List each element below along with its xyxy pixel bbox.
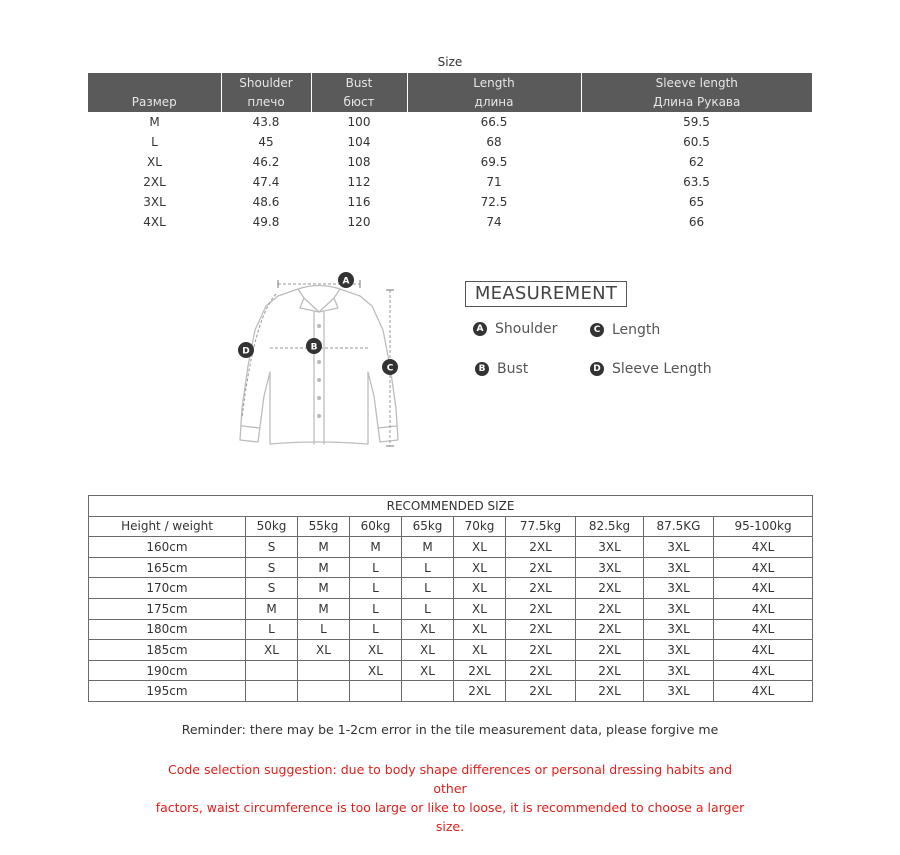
recommended-cell: 2XL <box>576 598 644 619</box>
recommended-cell: 3XL <box>644 681 714 702</box>
marker-d-label: D <box>242 346 250 357</box>
recommended-cell: L <box>298 619 350 640</box>
size-cell: 62 <box>688 155 705 169</box>
recommended-cell: 2XL <box>576 578 644 599</box>
recommended-cell: 4XL <box>714 619 813 640</box>
recommended-cell: M <box>350 537 402 558</box>
recommended-cell: 170cm <box>89 578 246 599</box>
recommended-cell: XL <box>454 598 506 619</box>
header-cell: Длина Рукава <box>581 92 812 112</box>
recommended-cell: 4XL <box>714 640 813 661</box>
legend-length-label: Length <box>612 322 661 338</box>
recommended-cell: L <box>350 557 402 578</box>
recommended-cell: 2XL <box>576 660 644 681</box>
recommended-cell: 3XL <box>644 640 714 661</box>
recommended-cell: M <box>298 557 350 578</box>
recommended-header-cell: 70kg <box>454 516 506 537</box>
legend-bust-label: Bust <box>497 361 529 377</box>
recommended-cell: L <box>350 598 402 619</box>
size-row <box>88 172 812 192</box>
size-cell: 4XL <box>143 215 166 229</box>
recommended-cell: 4XL <box>714 557 813 578</box>
size-cell: 112 <box>347 175 371 189</box>
recommended-cell: L <box>350 578 402 599</box>
recommended-cell: XL <box>402 640 454 661</box>
marker-c-icon: C <box>590 323 604 337</box>
recommended-header-cell: 82.5kg <box>576 516 644 537</box>
size-chart-table <box>88 73 812 232</box>
recommended-cell: 3XL <box>644 537 714 558</box>
recommended-header-cell: 55kg <box>298 516 350 537</box>
header-cell: плечо <box>221 92 311 112</box>
size-cell: 46.2 <box>252 155 280 169</box>
size-cell: 71 <box>486 175 502 189</box>
marker-b-icon: B <box>475 362 489 376</box>
size-cell: 45 <box>258 135 274 149</box>
recommended-cell: XL <box>454 537 506 558</box>
recommended-cell: 2XL <box>506 640 576 661</box>
size-cell: 69.5 <box>480 155 508 169</box>
recommended-cell: 4XL <box>714 578 813 599</box>
recommended-cell <box>402 681 454 702</box>
size-cell: 65 <box>688 195 705 209</box>
marker-a-label: A <box>342 276 350 287</box>
recommended-cell: XL <box>454 619 506 640</box>
size-row <box>88 212 812 232</box>
size-cell: 43.8 <box>252 115 280 129</box>
recommended-cell: S <box>246 578 298 599</box>
header-cell: Sleeve length <box>581 73 812 92</box>
marker-c-label: C <box>386 363 394 374</box>
legend-bust <box>475 361 528 377</box>
size-cell: XL <box>147 155 162 169</box>
recommended-row <box>89 660 813 681</box>
recommended-header-cell: 50kg <box>246 516 298 537</box>
size-chart-header-en <box>88 73 812 92</box>
recommended-cell: L <box>350 619 402 640</box>
size-cell: 59.5 <box>683 115 710 129</box>
size-cell: 63.5 <box>683 175 710 189</box>
recommended-row <box>89 640 813 661</box>
recommended-cell: XL <box>454 578 506 599</box>
legend-sleeve-length <box>590 361 712 377</box>
recommended-cell: 3XL <box>576 557 644 578</box>
header-cell: Размер <box>88 92 221 112</box>
recommended-cell: 4XL <box>714 537 813 558</box>
measurement-title: MEASUREMENT <box>465 281 627 307</box>
size-cell: 100 <box>347 115 371 129</box>
recommended-cell: 3XL <box>644 619 714 640</box>
recommended-cell: 2XL <box>454 660 506 681</box>
recommended-cell: 2XL <box>506 681 576 702</box>
size-cell: 3XL <box>143 195 166 209</box>
recommended-cell <box>350 681 402 702</box>
recommended-cell: 2XL <box>576 640 644 661</box>
reminder-note: Reminder: there may be 1-2cm error in the tile measurement data, please forgive me <box>181 722 719 737</box>
recommended-cell: 2XL <box>506 537 576 558</box>
size-cell: 66.5 <box>480 115 508 129</box>
header-cell: бюст <box>311 92 407 112</box>
recommended-header-cell: Height / weight <box>89 516 246 537</box>
recommended-cell: 3XL <box>644 660 714 681</box>
size-cell: 49.8 <box>252 215 280 229</box>
size-cell: 68 <box>486 135 502 149</box>
size-cell: 66 <box>688 215 705 229</box>
size-cell: 72.5 <box>480 195 508 209</box>
recommended-cell: 2XL <box>506 557 576 578</box>
size-cell: L <box>151 135 158 149</box>
recommended-cell: 165cm <box>89 557 246 578</box>
recommended-row <box>89 598 813 619</box>
size-cell: 48.6 <box>252 195 280 209</box>
recommended-cell: S <box>246 537 298 558</box>
recommended-cell: M <box>246 598 298 619</box>
header-cell: Bust <box>311 73 407 92</box>
size-chart-header-ru <box>88 92 812 112</box>
recommended-cell: S <box>246 557 298 578</box>
legend-shoulder <box>473 321 557 337</box>
recommended-title: RECOMMENDED SIZE <box>89 496 813 517</box>
suggestion-line-1: Code selection suggestion: due to body shape differences or personal dressing habits and other <box>167 762 733 796</box>
header-cell: Shoulder <box>221 73 311 92</box>
recommended-cell: 3XL <box>644 557 714 578</box>
recommended-cell: XL <box>350 660 402 681</box>
size-cell: 104 <box>347 135 371 149</box>
recommended-cell: 4XL <box>714 598 813 619</box>
header-cell <box>88 73 221 92</box>
recommended-cell <box>246 660 298 681</box>
size-row <box>88 192 812 212</box>
recommended-header-cell: 60kg <box>350 516 402 537</box>
legend-sleeve-length-label: Sleeve Length <box>612 361 712 377</box>
recommended-cell: 2XL <box>506 660 576 681</box>
recommended-cell: XL <box>246 640 298 661</box>
legend-shoulder-label: Shoulder <box>495 321 558 337</box>
size-row <box>88 152 812 172</box>
header-cell: Length <box>407 73 581 92</box>
size-chart-caption: Size <box>437 55 463 69</box>
recommended-row <box>89 619 813 640</box>
marker-b-label: B <box>310 342 318 353</box>
recommended-cell: M <box>298 537 350 558</box>
size-cell: 60.5 <box>683 135 710 149</box>
recommended-row <box>89 578 813 599</box>
recommended-cell <box>298 660 350 681</box>
size-cell: M <box>149 115 160 129</box>
recommended-size-table <box>88 495 813 702</box>
size-cell: 74 <box>486 215 502 229</box>
suggestion-line-2: factors, waist circumference is too large or like to loose, it is recommended to choose a larger size. <box>155 800 745 834</box>
recommended-cell: M <box>298 578 350 599</box>
recommended-cell: XL <box>298 640 350 661</box>
recommended-cell: 190cm <box>89 660 246 681</box>
legend-length <box>590 322 660 338</box>
recommended-title-row <box>89 496 813 517</box>
recommended-cell: 180cm <box>89 619 246 640</box>
recommended-cell: 195cm <box>89 681 246 702</box>
recommended-cell: L <box>402 557 454 578</box>
recommended-cell: 2XL <box>576 619 644 640</box>
recommended-cell: 175cm <box>89 598 246 619</box>
recommended-header-cell: 65kg <box>402 516 454 537</box>
marker-a-icon: A <box>473 322 487 336</box>
marker-d-icon: D <box>590 362 604 376</box>
recommended-row <box>89 537 813 558</box>
size-cell: 47.4 <box>252 175 280 189</box>
size-row <box>88 112 812 132</box>
size-cell: 116 <box>347 195 371 209</box>
size-suggestion-note <box>150 760 750 836</box>
recommended-cell: XL <box>350 640 402 661</box>
recommended-cell: XL <box>402 619 454 640</box>
recommended-cell: XL <box>454 640 506 661</box>
recommended-row <box>89 557 813 578</box>
recommended-row <box>89 681 813 702</box>
recommended-cell: 2XL <box>506 619 576 640</box>
recommended-cell: 2XL <box>454 681 506 702</box>
size-cell: 120 <box>347 215 371 229</box>
recommended-cell: 2XL <box>506 578 576 599</box>
recommended-cell: L <box>402 598 454 619</box>
recommended-cell: 3XL <box>576 537 644 558</box>
recommended-cell: L <box>402 578 454 599</box>
recommended-cell: 160cm <box>89 537 246 558</box>
recommended-cell: 185cm <box>89 640 246 661</box>
recommended-cell: XL <box>402 660 454 681</box>
recommended-cell: 4XL <box>714 660 813 681</box>
shirt-measurement-figure <box>228 268 408 458</box>
recommended-cell: 2XL <box>576 681 644 702</box>
recommended-cell: XL <box>454 557 506 578</box>
size-cell: 2XL <box>143 175 166 189</box>
recommended-header-row <box>89 516 813 537</box>
recommended-cell: L <box>246 619 298 640</box>
size-cell: 108 <box>347 155 371 169</box>
header-cell: длина <box>407 92 581 112</box>
recommended-cell: 2XL <box>506 598 576 619</box>
recommended-header-cell: 95-100kg <box>714 516 813 537</box>
recommended-cell: M <box>402 537 454 558</box>
recommended-cell: 3XL <box>644 598 714 619</box>
recommended-cell: 3XL <box>644 578 714 599</box>
size-row <box>88 132 812 152</box>
recommended-cell: M <box>298 598 350 619</box>
recommended-cell <box>298 681 350 702</box>
recommended-header-cell: 77.5kg <box>506 516 576 537</box>
recommended-header-cell: 87.5KG <box>644 516 714 537</box>
recommended-cell <box>246 681 298 702</box>
recommended-cell: 4XL <box>714 681 813 702</box>
